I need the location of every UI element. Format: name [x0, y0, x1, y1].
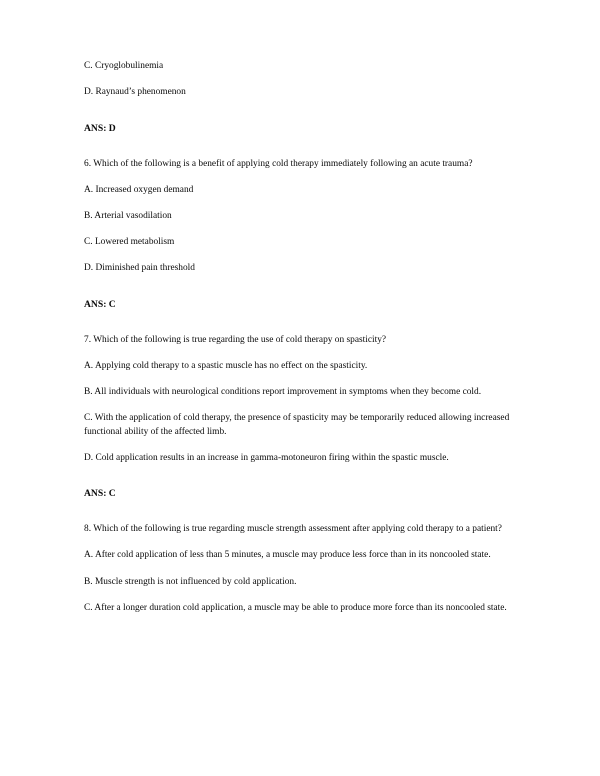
question-8-stem: 8. Which of the following is true regarding muscle strength assessment after applying cold therapy to a patient?	[84, 524, 502, 535]
choice-c-q8: C. After a longer duration cold application, a muscle may be able to produce more force than its noncooled state.	[84, 602, 507, 613]
question-7-stem: 7. Which of the following is true regarding the use of cold therapy on spasticity?	[84, 334, 387, 345]
answer-q7: ANS: C	[84, 488, 116, 500]
choice-b-q7: B. All individuals with neurological conditions report improvement in symptoms when they become cold.	[84, 386, 482, 397]
choice-c-q7: C. With the application of cold therapy, the presence of spasticity may be temporarily reduced allowing increased functional ability of the affected limb.	[84, 413, 510, 437]
choice-d-q5: D. Raynaud’s phenomenon	[84, 87, 186, 98]
choice-b-q6: B. Arterial vasodilation	[84, 210, 172, 221]
choice-c-q5: C. Cryoglobulinemia	[84, 61, 164, 71]
choice-b-q8: B. Muscle strength is not influenced by cold application.	[84, 576, 297, 587]
choice-c-q6: C. Lowered metabolism	[84, 237, 175, 248]
choice-a-q8: A. After cold application of less than 5 minutes, a muscle may produce less force than in its noncooled state.	[84, 550, 491, 561]
answer-q5: ANS: D	[84, 122, 116, 134]
question-6-stem: 6. Which of the following is a benefit of applying cold therapy immediately following an acute trauma?	[84, 158, 473, 169]
choice-d-q6: D. Diminished pain threshold	[84, 263, 195, 274]
choice-a-q7: A. Applying cold therapy to a spastic muscle has no effect on the spasticity.	[84, 360, 368, 371]
choice-d-q7: D. Cold application results in an increase in gamma-motoneuron firing within the spastic muscle.	[84, 452, 449, 463]
choice-a-q6: A. Increased oxygen demand	[84, 184, 194, 195]
answer-q6: ANS: C	[84, 298, 116, 310]
